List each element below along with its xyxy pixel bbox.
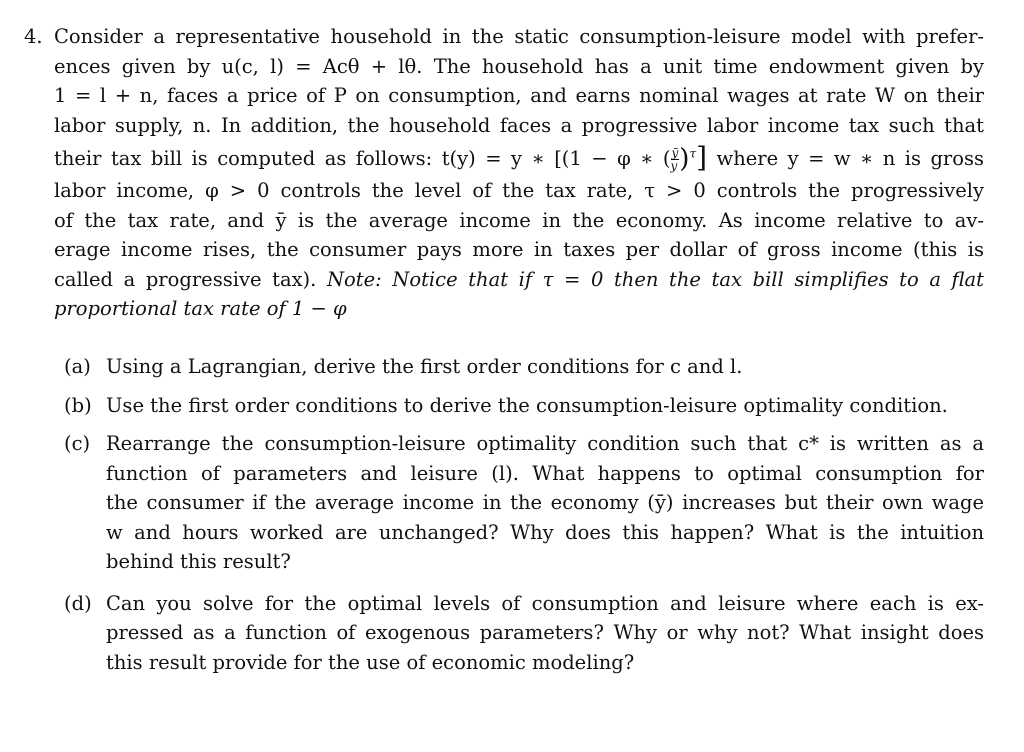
problem-line: ences given by u(c, l) = Acθ + lθ. The household has a unit time endowment given by [54, 54, 984, 78]
sub-question-line: this result provide for the use of economic modeling? [106, 650, 635, 674]
sub-question-b [64, 391, 984, 421]
note-text: Note: Notice that if τ = 0 then the tax bill simplifies to a flat [326, 267, 985, 291]
formula-prefix: their tax bill is computed as follows: t(y) = y ∗ [(1 − φ ∗ ( [54, 147, 671, 170]
closing-paren: ) [679, 144, 690, 174]
problem-line-with-note [54, 265, 984, 295]
sub-question-a [64, 352, 984, 382]
sub-question-line: w and hours worked are unchanged? Why does this happen? What is the intuition [106, 520, 984, 544]
sub-question-line: Using a Lagrangian, derive the first order conditions for c and l. [106, 355, 743, 378]
sub-question-line: the consumer if the average income in the economy (ȳ) increases but their own wage [106, 491, 984, 514]
closing-bracket: ] [696, 141, 708, 174]
sub-questions [64, 352, 984, 686]
sub-question-label: (d) [64, 591, 92, 615]
formula-fraction [671, 147, 680, 172]
sub-question-line: Rearrange the consumption-leisure optimality condition such that c* is written as a [106, 432, 984, 455]
sub-question-line: Use the first order conditions to derive the consumption-leisure optimality condition. [106, 393, 948, 417]
sub-question-line: pressed as a function of exogenous parameters? Why or why not? What insight does [106, 621, 984, 644]
sub-question-line: behind this result? [106, 550, 291, 573]
problem-line: 1 = l + n, faces a price of P on consumption, and earns nominal wages at rate W on their [54, 84, 984, 107]
sub-question-line: Can you solve for the optimal levels of consumption and leisure where each is ex- [106, 591, 984, 615]
problem-line: erage income rises, the consumer pays more in taxes per dollar of gross income (this is [54, 238, 984, 261]
sub-question-label: (a) [64, 355, 91, 378]
problem-line: of the tax rate, and ȳ is the average income in the economy. As income relative to av- [54, 208, 984, 232]
sub-question-label: (c) [64, 432, 91, 455]
problem-line: Consider a representative household in the static consumption-leisure model with prefer- [54, 25, 984, 48]
sub-question-line: function of parameters and leisure (l). What happens to optimal consumption for [106, 461, 984, 485]
fraction-numerator: ȳ [671, 146, 679, 160]
problem-line: labor supply, n. In addition, the household faces a progressive labor income tax such that [54, 113, 984, 137]
problem-line: labor income, φ > 0 controls the level of the tax rate, τ > 0 controls the progressively [54, 179, 984, 202]
sub-question-label: (b) [64, 393, 92, 417]
problem-4 [24, 22, 984, 324]
note-last-line: proportional tax rate of 1 − φ [54, 297, 347, 320]
problem-statement [54, 22, 984, 324]
sub-question-c [64, 429, 984, 577]
problem-line: called a progressive tax). [54, 267, 317, 291]
problem-number: 4. [24, 25, 43, 48]
formula-suffix: where y = w ∗ n is gross [716, 147, 985, 170]
fraction-denominator: y [670, 159, 678, 173]
tax-formula-line [54, 140, 984, 176]
formula-exponent: τ [689, 146, 697, 161]
sub-question-d [64, 589, 984, 678]
